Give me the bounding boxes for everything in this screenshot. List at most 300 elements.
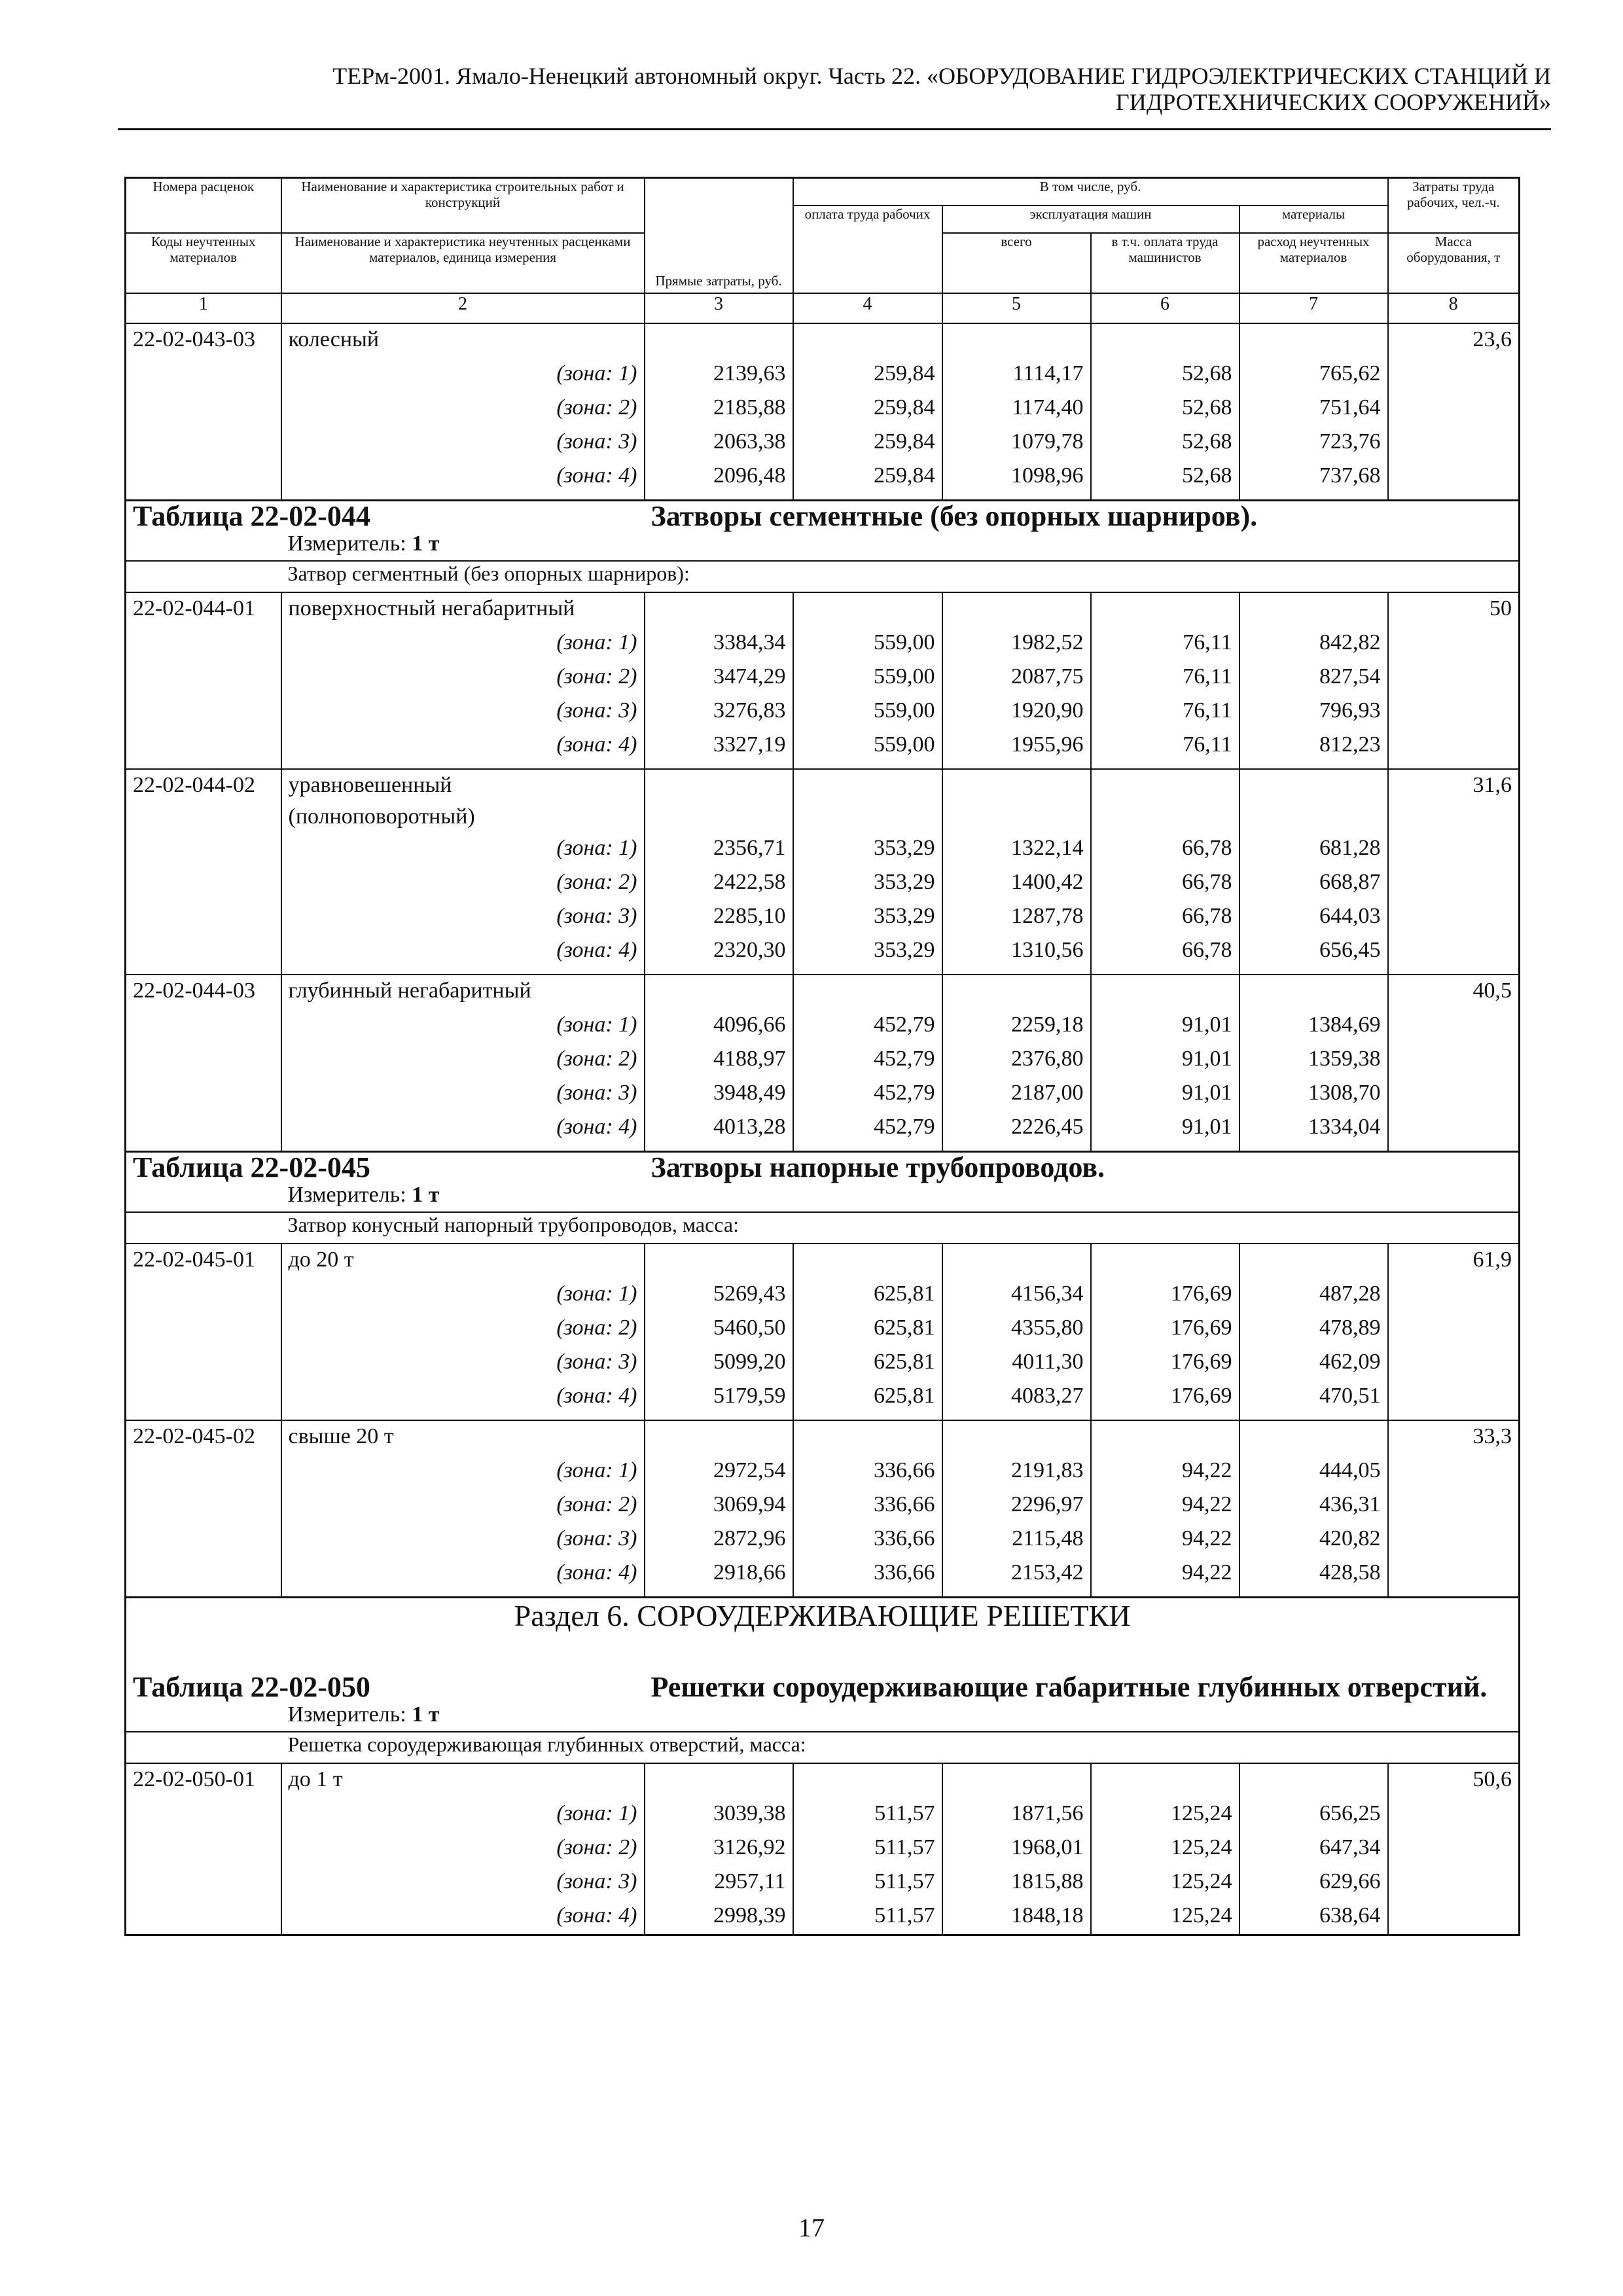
operators-wage: 94,22	[1091, 1557, 1240, 1591]
empty-cell	[1240, 1591, 1388, 1598]
worker-wage: 625,81	[793, 1346, 942, 1380]
empty-cell	[645, 592, 793, 627]
operators-wage: 91,01	[1091, 1009, 1240, 1043]
empty-cell	[1388, 901, 1520, 935]
meter-label: Измеритель:	[287, 1702, 406, 1727]
zone-label: (зона: 3)	[281, 426, 645, 460]
labor-cost: 23,6	[1388, 323, 1520, 358]
empty-cell	[793, 763, 942, 769]
group-row	[126, 1732, 1520, 1763]
empty-cell	[126, 1111, 281, 1145]
col-direct-costs-header: Прямые затраты, руб.	[645, 178, 793, 294]
operators-wage: 176,69	[1091, 1346, 1240, 1380]
empty-cell	[1388, 460, 1520, 494]
empty-cell	[126, 1455, 281, 1489]
empty-cell	[1240, 1145, 1388, 1152]
meter-value: 1 т	[412, 1702, 440, 1727]
empty-cell	[126, 1866, 281, 1900]
worker-wage: 336,66	[793, 1455, 942, 1489]
zone-label: (зона: 2)	[281, 392, 645, 426]
rate-code: 22-02-050-01	[126, 1763, 281, 1798]
worker-wage: 353,29	[793, 935, 942, 969]
zone-label: (зона: 2)	[281, 1489, 645, 1523]
zone-label: (зона: 1)	[281, 358, 645, 392]
empty-cell	[1388, 661, 1520, 695]
empty-cell	[1091, 769, 1240, 833]
machines-total: 4156,34	[942, 1278, 1091, 1312]
empty-cell	[126, 661, 281, 695]
empty-cell	[1240, 494, 1388, 501]
work-name: колесный	[281, 323, 645, 358]
materials-cost: 428,58	[1240, 1557, 1388, 1591]
page-number: 17	[798, 2213, 825, 2242]
col-in-total-header: В том числе, руб.	[793, 178, 1388, 206]
zone-row	[126, 1278, 1520, 1312]
group-row	[126, 1212, 1520, 1244]
operators-wage: 176,69	[1091, 1278, 1240, 1312]
empty-cell	[1091, 1244, 1240, 1278]
empty-cell	[1388, 1111, 1520, 1145]
empty-cell	[645, 1420, 793, 1455]
direct-costs: 2918,66	[645, 1557, 793, 1591]
labor-cost: 33,3	[1388, 1420, 1520, 1455]
materials-cost: 737,68	[1240, 460, 1388, 494]
empty-cell	[1388, 627, 1520, 661]
labor-cost: 40,5	[1388, 975, 1520, 1009]
meter-label: Измеритель:	[287, 531, 406, 556]
machines-total: 2187,00	[942, 1077, 1091, 1111]
materials-cost: 420,82	[1240, 1523, 1388, 1557]
empty-cell	[942, 1414, 1091, 1420]
empty-cell	[942, 1244, 1091, 1278]
empty-cell	[1388, 1591, 1520, 1598]
worker-wage: 559,00	[793, 627, 942, 661]
worker-wage: 353,29	[793, 901, 942, 935]
materials-cost: 470,51	[1240, 1380, 1388, 1414]
table-title: Затворы сегментные (без опорных шарниров).	[645, 501, 1520, 532]
spacer-row	[126, 763, 1520, 769]
zone-label: (зона: 2)	[281, 1043, 645, 1077]
machines-total: 1079,78	[942, 426, 1091, 460]
direct-costs: 3039,38	[645, 1798, 793, 1832]
empty-cell	[942, 1763, 1091, 1798]
empty-cell	[1388, 1523, 1520, 1557]
empty-cell	[645, 1414, 793, 1420]
table-heading-row	[126, 1152, 1520, 1183]
worker-wage: 559,00	[793, 695, 942, 729]
rate-item-row	[126, 592, 1520, 627]
machines-total: 1287,78	[942, 901, 1091, 935]
empty-cell	[126, 1043, 281, 1077]
operators-wage: 76,11	[1091, 729, 1240, 763]
empty-cell	[793, 975, 942, 1009]
column-number: 7	[1240, 293, 1388, 323]
empty-cell	[126, 460, 281, 494]
machines-total: 2296,97	[942, 1489, 1091, 1523]
empty-cell	[1388, 1455, 1520, 1489]
zone-row	[126, 1866, 1520, 1900]
operators-wage: 76,11	[1091, 627, 1240, 661]
running-header	[118, 63, 1551, 115]
column-number: 2	[281, 293, 645, 323]
empty-cell	[1240, 592, 1388, 627]
direct-costs: 3069,94	[645, 1489, 793, 1523]
direct-costs: 3126,92	[645, 1832, 793, 1866]
zone-label: (зона: 4)	[281, 1380, 645, 1414]
header-rule	[118, 128, 1551, 130]
operators-wage: 94,22	[1091, 1455, 1240, 1489]
column-number: 4	[793, 293, 942, 323]
zone-row	[126, 1043, 1520, 1077]
materials-cost: 827,54	[1240, 661, 1388, 695]
zone-label: (зона: 1)	[281, 1798, 645, 1832]
empty-cell	[126, 1591, 281, 1598]
empty-cell	[1388, 494, 1520, 501]
zone-label: (зона: 4)	[281, 729, 645, 763]
operators-wage: 52,68	[1091, 426, 1240, 460]
zone-row	[126, 1489, 1520, 1523]
empty-cell	[793, 1420, 942, 1455]
machines-total: 4011,30	[942, 1346, 1091, 1380]
empty-cell	[1388, 1077, 1520, 1111]
machines-total: 2153,42	[942, 1557, 1091, 1591]
operators-wage: 66,78	[1091, 935, 1240, 969]
zone-label: (зона: 4)	[281, 460, 645, 494]
empty-cell	[126, 1489, 281, 1523]
zone-row	[126, 1832, 1520, 1866]
direct-costs: 3276,83	[645, 695, 793, 729]
empty-cell	[126, 1312, 281, 1346]
group-title: Затвор конусный напорный трубопроводов, масса:	[281, 1212, 1520, 1244]
worker-wage: 511,57	[793, 1866, 942, 1900]
materials-cost: 842,82	[1240, 627, 1388, 661]
rate-item-row	[126, 1763, 1520, 1798]
labor-cost: 50	[1388, 592, 1520, 627]
empty-cell	[1388, 1832, 1520, 1866]
direct-costs: 4013,28	[645, 1111, 793, 1145]
machines-total: 2226,45	[942, 1111, 1091, 1145]
empty-cell	[645, 969, 793, 975]
table-number: Таблица 22-02-050	[133, 1671, 370, 1703]
empty-cell	[1240, 1414, 1388, 1420]
group-title: Затвор сегментный (без опорных шарниров):	[281, 561, 1520, 592]
direct-costs: 4188,97	[645, 1043, 793, 1077]
machines-total: 1871,56	[942, 1798, 1091, 1832]
direct-costs: 2356,71	[645, 833, 793, 867]
operators-wage: 66,78	[1091, 867, 1240, 901]
col-unaccounted-materials-header: расход неучтенных материалов	[1240, 233, 1388, 293]
operators-wage: 94,22	[1091, 1523, 1240, 1557]
empty-cell	[1240, 323, 1388, 358]
empty-cell	[1091, 763, 1240, 769]
rate-code: 22-02-045-01	[126, 1244, 281, 1278]
empty-cell	[942, 323, 1091, 358]
zone-row	[126, 627, 1520, 661]
meter-row	[126, 1702, 1520, 1732]
empty-cell	[126, 1798, 281, 1832]
machines-total: 1848,18	[942, 1900, 1091, 1935]
work-name: до 20 т	[281, 1244, 645, 1278]
empty-cell	[942, 975, 1091, 1009]
zone-label: (зона: 1)	[281, 833, 645, 867]
meter	[281, 1183, 1520, 1212]
empty-cell	[1388, 1866, 1520, 1900]
materials-cost: 478,89	[1240, 1312, 1388, 1346]
empty-cell	[645, 1591, 793, 1598]
rate-code: 22-02-044-02	[126, 769, 281, 833]
zone-row	[126, 1009, 1520, 1043]
worker-wage: 511,57	[793, 1900, 942, 1935]
direct-costs: 4096,66	[645, 1009, 793, 1043]
zone-row	[126, 1111, 1520, 1145]
zone-label: (зона: 1)	[281, 1455, 645, 1489]
machines-total: 2115,48	[942, 1523, 1091, 1557]
empty-cell	[126, 627, 281, 661]
zone-row	[126, 460, 1520, 494]
materials-cost: 436,31	[1240, 1489, 1388, 1523]
zone-label: (зона: 2)	[281, 1832, 645, 1866]
zone-row	[126, 661, 1520, 695]
materials-cost: 656,25	[1240, 1798, 1388, 1832]
table-title: Затворы напорные трубопроводов.	[645, 1152, 1520, 1183]
operators-wage: 66,78	[1091, 901, 1240, 935]
empty-cell	[1388, 1489, 1520, 1523]
rate-code: 22-02-043-03	[126, 323, 281, 358]
rate-code: 22-02-044-01	[126, 592, 281, 627]
empty-cell	[1388, 392, 1520, 426]
empty-cell	[1388, 1278, 1520, 1312]
zone-row	[126, 1455, 1520, 1489]
empty-cell	[126, 729, 281, 763]
machines-total: 2191,83	[942, 1455, 1091, 1489]
worker-wage: 259,84	[793, 392, 942, 426]
worker-wage: 625,81	[793, 1278, 942, 1312]
materials-cost: 1384,69	[1240, 1009, 1388, 1043]
worker-wage: 511,57	[793, 1832, 942, 1866]
zone-label: (зона: 1)	[281, 1009, 645, 1043]
materials-cost: 796,93	[1240, 695, 1388, 729]
empty-cell	[1091, 1414, 1240, 1420]
col-rate-numbers-header: Номера расценок	[126, 178, 281, 234]
empty-cell	[645, 1763, 793, 1798]
labor-cost: 50,6	[1388, 1763, 1520, 1798]
zone-row	[126, 1557, 1520, 1591]
empty-cell	[1240, 769, 1388, 833]
table-heading-row	[126, 501, 1520, 532]
direct-costs: 2285,10	[645, 901, 793, 935]
worker-wage: 452,79	[793, 1077, 942, 1111]
work-name: глубинный негабаритный	[281, 975, 645, 1009]
empty-cell	[645, 1244, 793, 1278]
worker-wage: 625,81	[793, 1312, 942, 1346]
column-number: 6	[1091, 293, 1240, 323]
table-number: Таблица 22-02-044	[126, 501, 645, 532]
empty-cell	[1388, 867, 1520, 901]
zone-row	[126, 695, 1520, 729]
machines-total: 1310,56	[942, 935, 1091, 969]
materials-cost: 444,05	[1240, 1455, 1388, 1489]
empty-cell	[126, 1702, 281, 1732]
spacer-row	[126, 1591, 1520, 1598]
col-equipment-mass-header: Масса оборудования, т	[1388, 233, 1520, 293]
machines-total: 1098,96	[942, 460, 1091, 494]
direct-costs: 2872,96	[645, 1523, 793, 1557]
col-work-name-header: Наименование и характеристика строительных работ и конструкций	[281, 178, 645, 234]
empty-cell	[1091, 1763, 1240, 1798]
zone-label: (зона: 3)	[281, 901, 645, 935]
machines-total: 1815,88	[942, 1866, 1091, 1900]
zone-label: (зона: 4)	[281, 1111, 645, 1145]
materials-cost: 644,03	[1240, 901, 1388, 935]
empty-cell	[1091, 1145, 1240, 1152]
column-number: 1	[126, 293, 281, 323]
empty-cell	[1388, 935, 1520, 969]
operators-wage: 91,01	[1091, 1077, 1240, 1111]
zone-row	[126, 867, 1520, 901]
direct-costs: 3327,19	[645, 729, 793, 763]
materials-cost: 1308,70	[1240, 1077, 1388, 1111]
empty-cell	[1091, 1420, 1240, 1455]
materials-cost: 812,23	[1240, 729, 1388, 763]
empty-cell	[793, 1244, 942, 1278]
materials-cost: 656,45	[1240, 935, 1388, 969]
machines-total: 1955,96	[942, 729, 1091, 763]
empty-cell	[126, 1380, 281, 1414]
empty-cell	[281, 1591, 645, 1598]
meter-value: 1 т	[412, 1183, 440, 1207]
empty-cell	[793, 1591, 942, 1598]
empty-cell	[1388, 1557, 1520, 1591]
empty-cell	[1240, 1420, 1388, 1455]
zone-label: (зона: 1)	[281, 1278, 645, 1312]
section-title: Раздел 6. СОРОУДЕРЖИВАЮЩИЕ РЕШЕТКИ	[126, 1598, 1520, 1634]
spacer-row	[126, 1414, 1520, 1420]
materials-cost: 1334,04	[1240, 1111, 1388, 1145]
zone-row	[126, 426, 1520, 460]
direct-costs: 2139,63	[645, 358, 793, 392]
empty-cell	[1388, 729, 1520, 763]
work-name: уравновешенный (полноповоротный)	[281, 769, 645, 833]
empty-cell	[126, 1900, 281, 1935]
meter-row	[126, 531, 1520, 561]
direct-costs: 2422,58	[645, 867, 793, 901]
empty-cell	[942, 592, 1091, 627]
direct-costs: 5099,20	[645, 1346, 793, 1380]
direct-costs: 3384,34	[645, 627, 793, 661]
machines-total: 1920,90	[942, 695, 1091, 729]
meter-label: Измеритель:	[287, 1183, 406, 1207]
zone-row	[126, 1523, 1520, 1557]
empty-cell	[1388, 1798, 1520, 1832]
empty-cell	[793, 1414, 942, 1420]
work-name: поверхностный негабаритный	[281, 592, 645, 627]
col-wage-header: оплата труда рабочих	[793, 206, 942, 293]
direct-costs: 2096,48	[645, 460, 793, 494]
operators-wage: 52,68	[1091, 358, 1240, 392]
empty-cell	[1091, 592, 1240, 627]
zone-row	[126, 1380, 1520, 1414]
empty-cell	[126, 358, 281, 392]
empty-cell	[1091, 1591, 1240, 1598]
direct-costs: 3948,49	[645, 1077, 793, 1111]
zone-row	[126, 392, 1520, 426]
machines-total: 2087,75	[942, 661, 1091, 695]
empty-cell	[281, 1414, 645, 1420]
empty-cell	[1388, 695, 1520, 729]
empty-cell	[645, 763, 793, 769]
operators-wage: 91,01	[1091, 1043, 1240, 1077]
worker-wage: 353,29	[793, 867, 942, 901]
col-material-name-header: Наименование и характеристика неучтенных расценками материалов, единица измерения	[281, 233, 645, 293]
machines-total: 2259,18	[942, 1009, 1091, 1043]
zone-row	[126, 901, 1520, 935]
rate-code: 22-02-044-03	[126, 975, 281, 1009]
operators-wage: 52,68	[1091, 460, 1240, 494]
worker-wage: 625,81	[793, 1380, 942, 1414]
direct-costs: 2972,54	[645, 1455, 793, 1489]
materials-cost: 647,34	[1240, 1832, 1388, 1866]
empty-cell	[942, 763, 1091, 769]
col-labor-header: Затраты труда рабочих, чел.-ч.	[1388, 178, 1520, 234]
rate-item-row	[126, 323, 1520, 358]
column-number: 5	[942, 293, 1091, 323]
work-name: до 1 т	[281, 1763, 645, 1798]
empty-cell	[126, 695, 281, 729]
empty-cell	[1091, 969, 1240, 975]
empty-cell	[1388, 426, 1520, 460]
empty-cell	[645, 323, 793, 358]
empty-cell	[126, 1414, 281, 1420]
empty-cell	[1091, 975, 1240, 1009]
rate-item-row	[126, 975, 1520, 1009]
direct-costs: 5269,43	[645, 1278, 793, 1312]
worker-wage: 336,66	[793, 1557, 942, 1591]
zone-row	[126, 935, 1520, 969]
column-numbers-row	[126, 293, 1520, 323]
empty-cell	[645, 769, 793, 833]
col-material-codes-header: Коды неучтенных материалов	[126, 233, 281, 293]
materials-cost: 751,64	[1240, 392, 1388, 426]
header-line-1: ТЕРм-2001. Ямало-Ненецкий автономный округ. Часть 22. «ОБОРУДОВАНИЕ ГИДРОЭЛЕКТРИЧЕСКИХ СТАНЦИЙ И	[332, 63, 1551, 89]
empty-cell	[126, 1278, 281, 1312]
operators-wage: 176,69	[1091, 1312, 1240, 1346]
table-number: Таблица 22-02-045	[126, 1152, 645, 1183]
zone-row	[126, 1312, 1520, 1346]
direct-costs: 2957,11	[645, 1866, 793, 1900]
table-title: Решетки сороудерживающие габаритные глубинных отверстий.	[651, 1671, 1488, 1703]
empty-cell	[126, 901, 281, 935]
col-machines-total-header: всего	[942, 233, 1091, 293]
direct-costs: 3474,29	[645, 661, 793, 695]
empty-cell	[126, 561, 281, 592]
machines-total: 1982,52	[942, 627, 1091, 661]
worker-wage: 259,84	[793, 426, 942, 460]
direct-costs: 5179,59	[645, 1380, 793, 1414]
empty-cell	[1388, 969, 1520, 975]
worker-wage: 336,66	[793, 1489, 942, 1523]
empty-cell	[1091, 323, 1240, 358]
empty-cell	[126, 1009, 281, 1043]
zone-label: (зона: 4)	[281, 1900, 645, 1935]
rates-table	[124, 177, 1520, 1936]
operators-wage: 125,24	[1091, 1900, 1240, 1935]
rate-item-row	[126, 769, 1520, 833]
direct-costs: 2998,39	[645, 1900, 793, 1935]
zone-row	[126, 729, 1520, 763]
machines-total: 1114,17	[942, 358, 1091, 392]
zone-label: (зона: 3)	[281, 1077, 645, 1111]
empty-cell	[126, 1212, 281, 1244]
